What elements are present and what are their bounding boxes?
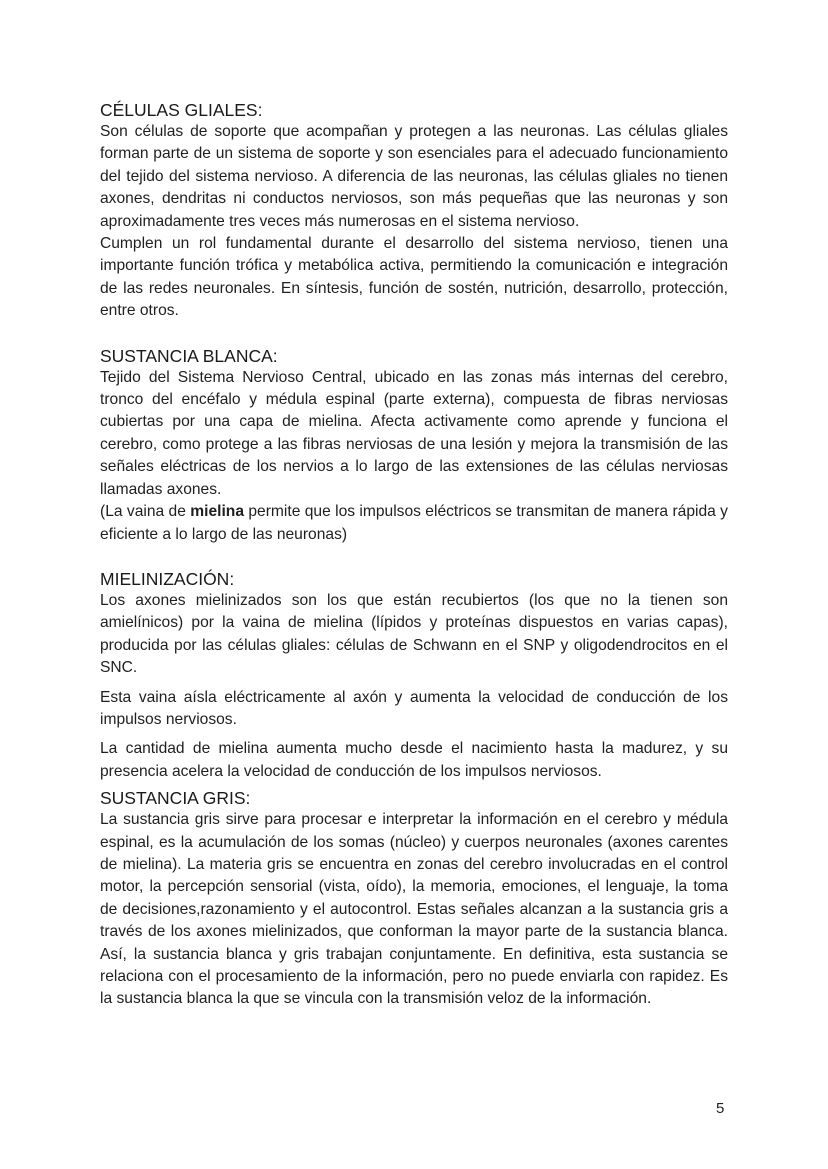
text-run: permite que los impulsos eléctricos se transmitan de manera rápida y eficiente a lo largo de las neuronas) (100, 503, 728, 543)
paragraph-glial-1: Son células de soporte que acompañan y protegen a las neuronas. Las células gliales forman parte de un sistema de soporte y son esenciales para el adecuado funcionamiento del tejido del sistema nervioso. A diferencia de las neuronas, las células gliales no tienen axones, dendritas ni conductos nerviosos, son más pequeñas que las neuronas y son aproximadamente tres veces más numerosas en el sistema nervioso. (100, 123, 728, 230)
paragraph-myelination-1: Los axones mielinizados son los que están recubiertos (los que no la tienen son amielínicos) por la vaina de mielina (lípidos y proteínas dispuestos en varias capas), producida por las células gliales: células de Schwann en el SNP y oligodendrocitos en el SNC. (100, 591, 728, 677)
paragraph-myelination-2: Esta vaina aísla eléctricamente al axón y aumenta la velocidad de conducción de los impulsos nerviosos. (100, 688, 728, 728)
page-content (100, 99, 728, 1011)
paragraph-spacer (100, 731, 728, 738)
paragraph-glial-2: Cumplen un rol fundamental durante el desarrollo del sistema nervioso, tienen una importante función trófica y metabólica activa, permitiendo la comunicación e integración de las redes neuronales. En síntesis, función de sostén, nutrición, desarrollo, protección, entre otros. (100, 235, 728, 320)
paragraph-white-matter-2 (100, 501, 728, 546)
paragraph-gray-matter-1: La sustancia gris sirve para procesar e interpretar la información en el cerebro y médula espinal, es la acumulación de los somas (núcleo) y cuerpos neuronales (axones carentes de mielina). La materia gris se encuentra en zonas del cerebro involucradas en el control motor, la percepción sensorial (vista, oído), la memoria, emociones, el lenguaje, la toma de decisiones,razonamiento y el autocontrol. Estas señales alcanzan a la sustancia gris a través de los axones mielinizados, que conforman la mayor parte de la sustancia blanca. Así, la sustancia blanca y gris trabajan conjuntamente. En definitiva, esta sustancia se relaciona con el procesamiento de la información, pero no puede enviarla con rapidez. Es la sustancia blanca la que se vincula con la transmisión veloz de la información. (100, 811, 728, 1008)
paragraph-myelination-3: La cantidad de mielina aumenta mucho desde el nacimiento hasta la madurez, y su presencia acelera la velocidad de conducción de los impulsos nerviosos. (100, 740, 728, 780)
text-run: (La vaina de (100, 503, 191, 521)
bold-term-myelin: mielina (190, 503, 244, 521)
heading-myelination: MIELINIZACIÓN: (100, 568, 235, 589)
paragraph-spacer (100, 680, 728, 687)
heading-white-matter: SUSTANCIA BLANCA: (100, 345, 278, 366)
paragraph-white-matter-1: Tejido del Sistema Nervioso Central, ubicado en las zonas más internas del cerebro, tronco del encéfalo y médula espinal (parte externa), compuesta de fibras nerviosas cubiertas por una capa de mielina. Afecta activamente como aprende y funciona el cerebro, como protege a las fibras nerviosas de una lesión y mejora la transmisión de las señales eléctricas de los nervios a lo largo de las extensiones de las células nerviosas llamadas axones. (100, 368, 728, 498)
page-number: 5 (716, 1100, 725, 1117)
section-spacer (100, 546, 728, 568)
section-spacer (100, 323, 728, 345)
heading-glial-cells: CÉLULAS GLIALES: (100, 100, 263, 120)
heading-gray-matter: SUSTANCIA GRIS: (100, 788, 251, 809)
